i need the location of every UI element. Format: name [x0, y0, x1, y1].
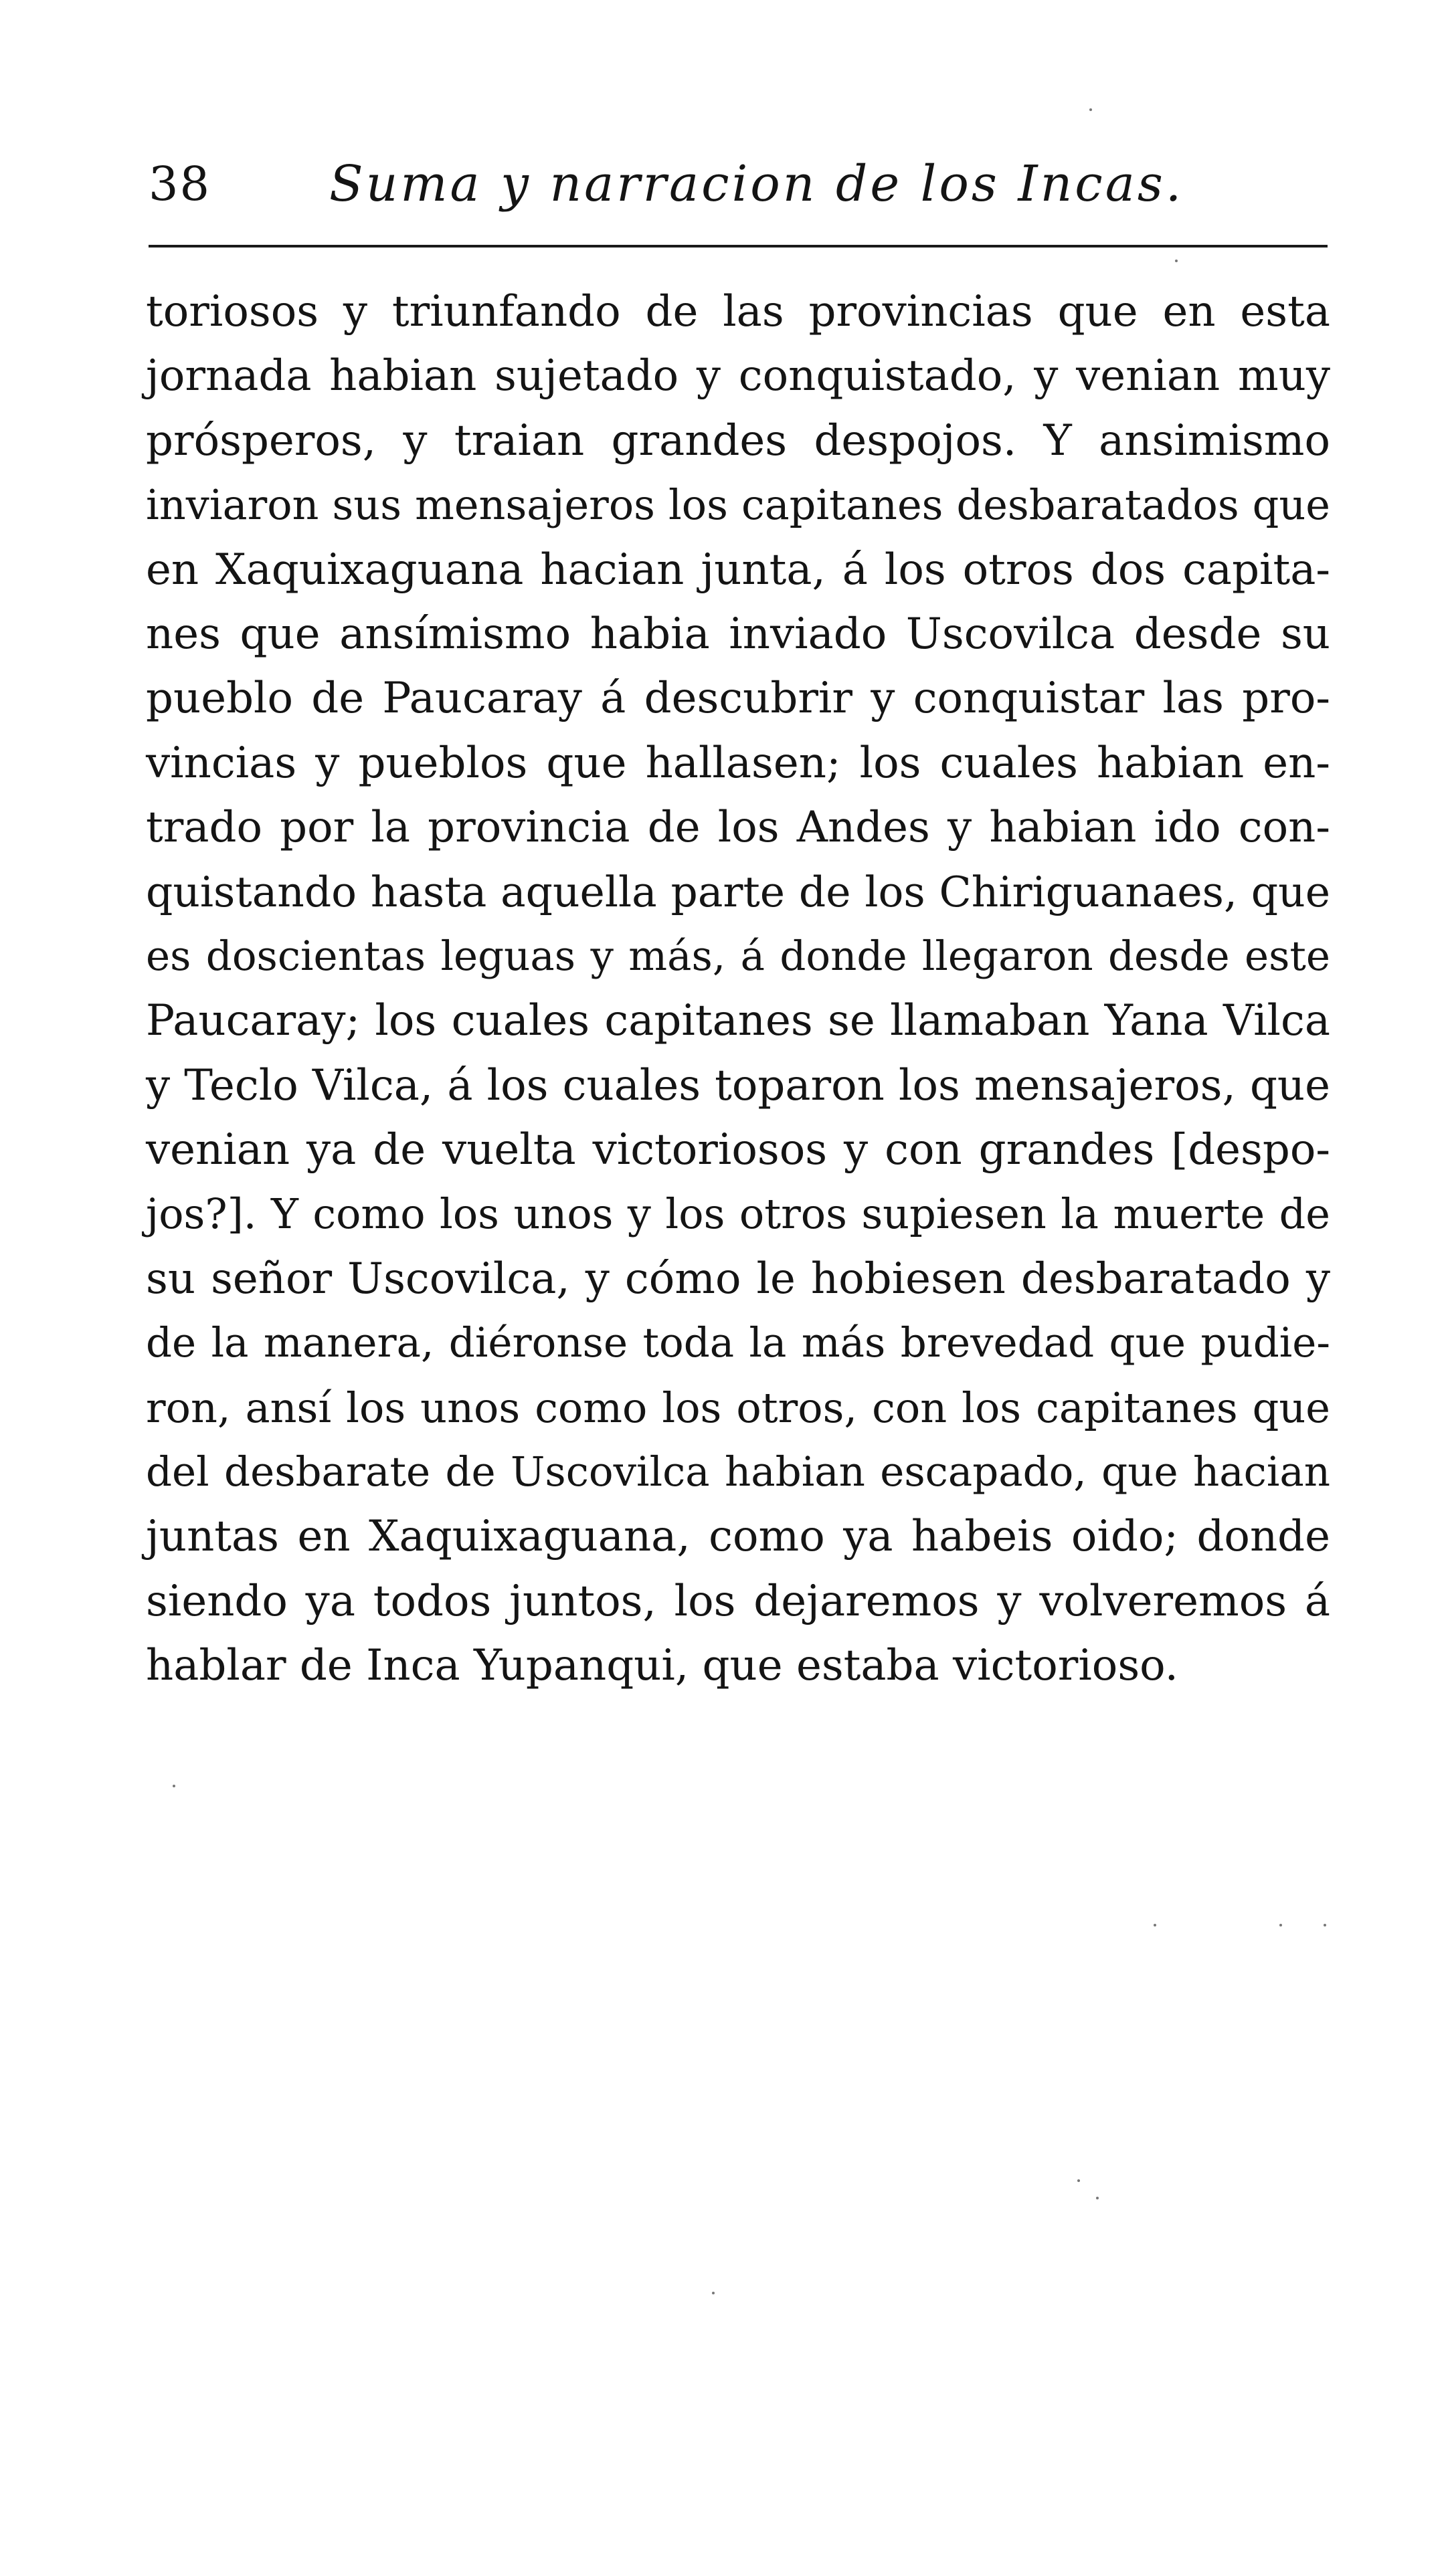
- text-line: ron, ansí los unos como los otros, con los capitanes que: [146, 1383, 1330, 1432]
- text-line: Paucaray; los cuales capitanes se llamaban Yana Vilca: [146, 996, 1330, 1046]
- text-line: del desbarate de Uscovilca habian escapado, que hacian: [146, 1448, 1330, 1496]
- text-line: venian ya de vuelta victoriosos y con grandes [despo-: [146, 1125, 1330, 1175]
- text-line: de la manera, diéronse toda la más brevedad que pudie-: [146, 1319, 1330, 1367]
- print-speck: [1089, 108, 1092, 111]
- print-speck: [712, 2292, 715, 2294]
- text-line: toriosos y triunfando de las provincias que en esta: [146, 287, 1330, 336]
- print-speck: [1154, 1924, 1156, 1926]
- text-line: en Xaquixaguana hacian junta, á los otros dos capita-: [146, 544, 1330, 595]
- text-line: jos?]. Y como los unos y los otros supiesen la muerte de: [146, 1189, 1330, 1239]
- text-line: inviaron sus mensajeros los capitanes desbaratados que: [146, 480, 1330, 530]
- text-line: jornada habian sujetado y conquistado, y venian muy: [146, 351, 1330, 401]
- text-line: y Teclo Vilca, á los cuales toparon los mensajeros, que: [146, 1060, 1330, 1110]
- text-line-last: hablar de Inca Yupanqui, que estaba victorioso.: [146, 1641, 1178, 1691]
- header-rule: [149, 245, 1328, 247]
- text-line: quistando hasta aquella parte de los Chiriguanaes, que: [146, 867, 1330, 916]
- running-title: Suma y narracion de los Incas.: [329, 155, 1184, 213]
- text-line: vincias y pueblos que hallasen; los cuales habian en-: [146, 738, 1330, 788]
- print-speck: [1096, 2197, 1099, 2199]
- print-speck: [1175, 260, 1178, 262]
- text-line: pueblo de Paucaray á descubrir y conquistar las pro-: [146, 674, 1330, 724]
- body-paragraph: [146, 280, 1330, 1698]
- page-number: 38: [149, 157, 211, 211]
- text-line: su señor Uscovilca, y cómo le hobiesen desbaratado y: [146, 1254, 1330, 1304]
- print-speck: [173, 1785, 175, 1787]
- text-line: trado por la provincia de los Andes y habian ido con-: [146, 803, 1330, 853]
- text-line: es doscientas leguas y más, á donde llegaron desde este: [146, 932, 1330, 980]
- text-line: prósperos, y traian grandes despojos. Y ansimismo: [146, 415, 1330, 466]
- text-line: juntas en Xaquixaguana, como ya habeis oido; donde: [146, 1512, 1330, 1562]
- text-line: siendo ya todos juntos, los dejaremos y volveremos á: [146, 1576, 1330, 1626]
- print-speck: [1077, 2179, 1080, 2182]
- print-speck: [1279, 1924, 1282, 1926]
- print-speck: [1324, 1924, 1326, 1926]
- page-header: [149, 147, 1326, 221]
- text-line: nes que ansímismo habia inviado Uscovilca desde su: [146, 609, 1330, 659]
